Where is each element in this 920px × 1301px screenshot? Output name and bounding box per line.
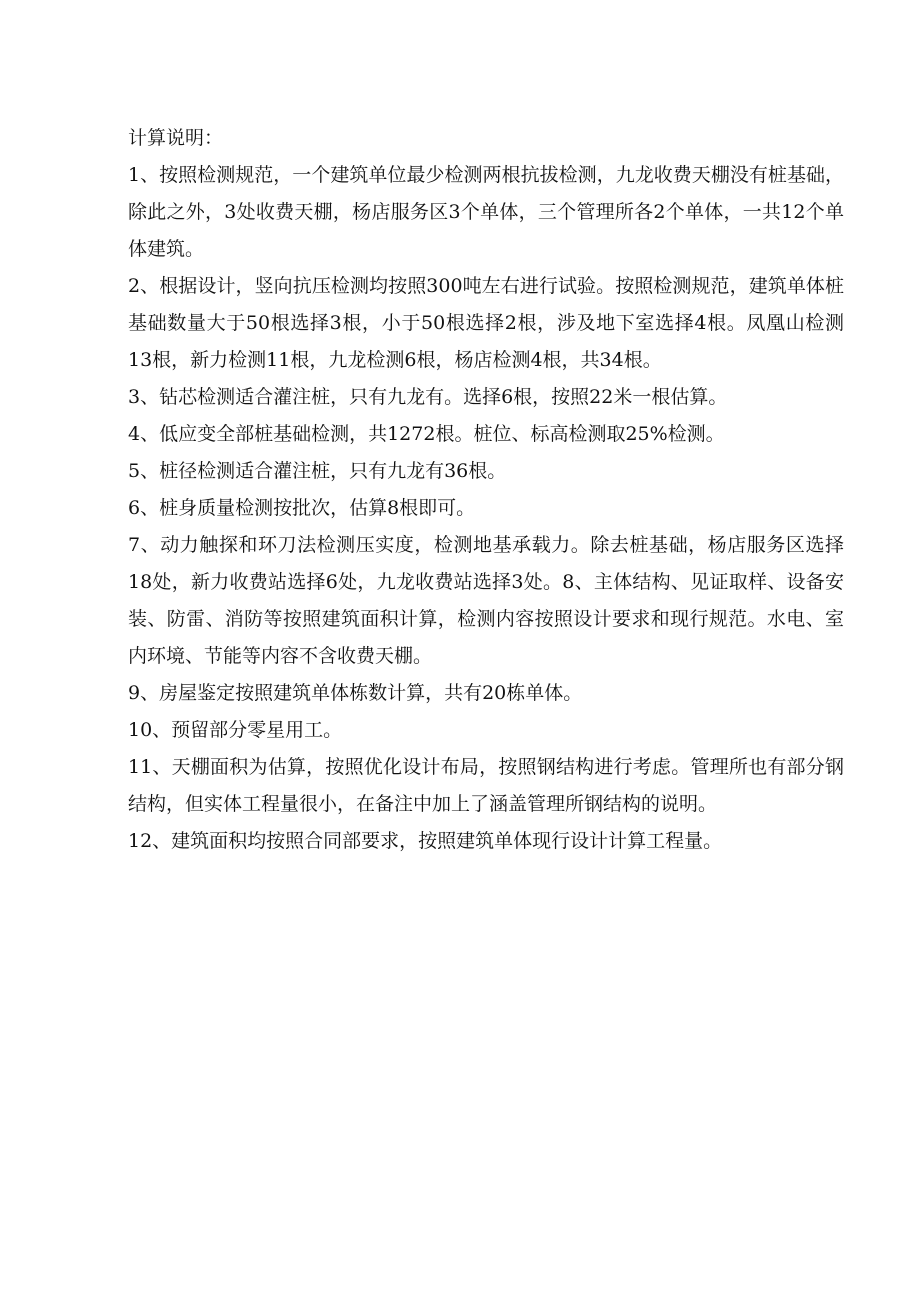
paragraph-item-6: 6、桩身质量检测按批次，估算8根即可。	[128, 497, 476, 519]
paragraph-item-11: 11、天棚面积为估算，按照优化设计布局，按照钢结构进行考虑。管理所也有部分钢结构，但实体工程量很小，在备注中加上了涵盖管理所钢结构的说明。	[128, 756, 844, 815]
paragraph-item-10: 10、预留部分零星用工。	[128, 719, 343, 741]
document-heading: 计算说明：	[128, 127, 224, 149]
paragraph-item-9: 9、房屋鉴定按照建筑单体栋数计算，共有20栋单体。	[128, 682, 583, 704]
paragraph-item-7-8: 7、动力触探和环刀法检测压实度，检测地基承载力。除去桩基础，杨店服务区选择18处，新力收费站选择6处，九龙收费站选择3处。8、主体结构、见证取样、设备安装、防雷、消防等按照建筑面积计算，检测内容按照设计要求和现行规范。水电、室内环境、节能等内容不含收费天棚。	[128, 534, 844, 667]
paragraph-item-3: 3、钻芯检测适合灌注桩，只有九龙有。选择6根，按照22米一根估算。	[128, 386, 728, 408]
document-body	[128, 120, 844, 860]
paragraph-item-1: 1、按照检测规范，一个建筑单位最少检测两根抗拔检测，九龙收费天棚没有桩基础，除此之外，3处收费天棚，杨店服务区3个单体，三个管理所各2个单体，一共12个单体建筑。	[128, 164, 844, 260]
paragraph-item-4: 4、低应变全部桩基础检测，共1272根。桩位、标高检测取25%检测。	[128, 423, 725, 445]
paragraph-item-12: 12、建筑面积均按照合同部要求，按照建筑单体现行设计计算工程量。	[128, 830, 723, 852]
paragraph-item-5: 5、桩径检测适合灌注桩，只有九龙有36根。	[128, 460, 507, 482]
paragraph-item-2: 2、根据设计，竖向抗压检测均按照300吨左右进行试验。按照检测规范，建筑单体桩基础数量大于50根选择3根，小于50根选择2根，涉及地下室选择4根。凤凰山检测13根，新力检测11根，九龙检测6根，杨店检测4根，共34根。	[128, 275, 844, 371]
